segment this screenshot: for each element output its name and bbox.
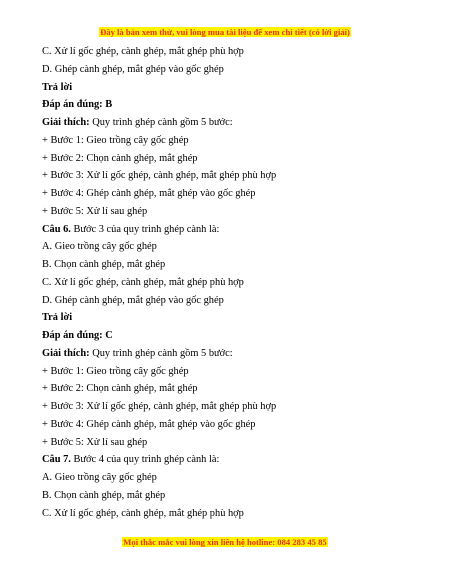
preview-notice-text: Đây là bản xem thử, vui lòng mua tài liệu để xem chi tiết (có lời giải): [100, 27, 350, 37]
q5-option-d: D. Ghép cành ghép, mắt ghép vào gốc ghép: [42, 63, 224, 75]
q5-correct-answer: Đáp án đúng: B: [42, 99, 113, 111]
q5-explanation-text: Quy trình ghép cành gồm 5 bước:: [89, 117, 233, 128]
q5-answer-heading: Trả lời: [42, 81, 73, 93]
q5-step-4: + Bước 4: Ghép cành ghép, mắt ghép vào gốc ghép: [42, 188, 256, 199]
q5-step-1: + Bước 1: Gieo trồng cây gốc ghép: [42, 134, 189, 146]
question-7: [42, 453, 422, 471]
q6-option-c: C. Xử lí gốc ghép, cành ghép, mắt ghép phù hợp: [42, 276, 244, 288]
hotline-notice-text: Mọi thắc mắc vui lòng xin liên hệ hotline: 084 283 45 85: [123, 537, 327, 547]
q6-explanation-label: Giải thích:: [42, 347, 90, 359]
q6-text: Bước 3 của quy trình ghép cành là:: [70, 223, 220, 235]
q7-option-a: A. Gieo trồng cây gốc ghép: [42, 472, 157, 483]
q6-step-3: + Bước 3: Xử lí gốc ghép, cành ghép, mắt ghép phù hợp: [42, 401, 277, 412]
q5-step-5: + Bước 5: Xử lí sau ghép: [42, 205, 148, 217]
q6-explanation-text: Quy trình ghép cành gồm 5 bước:: [89, 347, 233, 359]
q7-label: Câu 7.: [42, 454, 71, 466]
q6-correct-answer: Đáp án đúng: C: [42, 330, 113, 341]
q7-option-b: B. Chọn cành ghép, mắt ghép: [42, 489, 166, 501]
q6-option-a: A. Gieo trồng cây gốc ghép: [42, 241, 157, 253]
q6-answer-heading: Trả lời: [42, 312, 73, 324]
q5-option-c: C. Xử lí gốc ghép, cành ghép, mắt ghép phù hợp: [42, 46, 244, 57]
q6-step-4: + Bước 4: Ghép cành ghép, mắt ghép vào gốc ghép: [42, 418, 256, 430]
document-body: [42, 45, 422, 524]
q5-explanation-label: Giải thích:: [42, 117, 90, 128]
q6-label: Câu 6.: [42, 223, 71, 235]
q7-text: Bước 4 của quy trình ghép cành là:: [70, 454, 220, 466]
q5-step-2: + Bước 2: Chọn cành ghép, mắt ghép: [42, 152, 198, 164]
hotline-notice-banner: [0, 537, 450, 547]
q7-option-c: C. Xử lí gốc ghép, cành ghép, mắt ghép phù hợp: [42, 507, 244, 519]
q6-option-b: B. Chọn cành ghép, mắt ghép: [42, 259, 166, 270]
q6-step-1: + Bước 1: Gieo trồng cây gốc ghép: [42, 365, 189, 377]
question-6: [42, 223, 422, 241]
q6-step-2: + Bước 2: Chọn cành ghép, mắt ghép: [42, 383, 198, 395]
q6-explanation: [42, 347, 422, 365]
q6-step-5: + Bước 5: Xử lí sau ghép: [42, 436, 148, 448]
q5-explanation: [42, 116, 422, 134]
q6-option-d: D. Ghép cành ghép, mắt ghép vào gốc ghép: [42, 294, 224, 306]
preview-notice-banner: [0, 27, 450, 37]
q5-step-3: + Bước 3: Xử lí gốc ghép, cành ghép, mắt ghép phù hợp: [42, 170, 277, 182]
